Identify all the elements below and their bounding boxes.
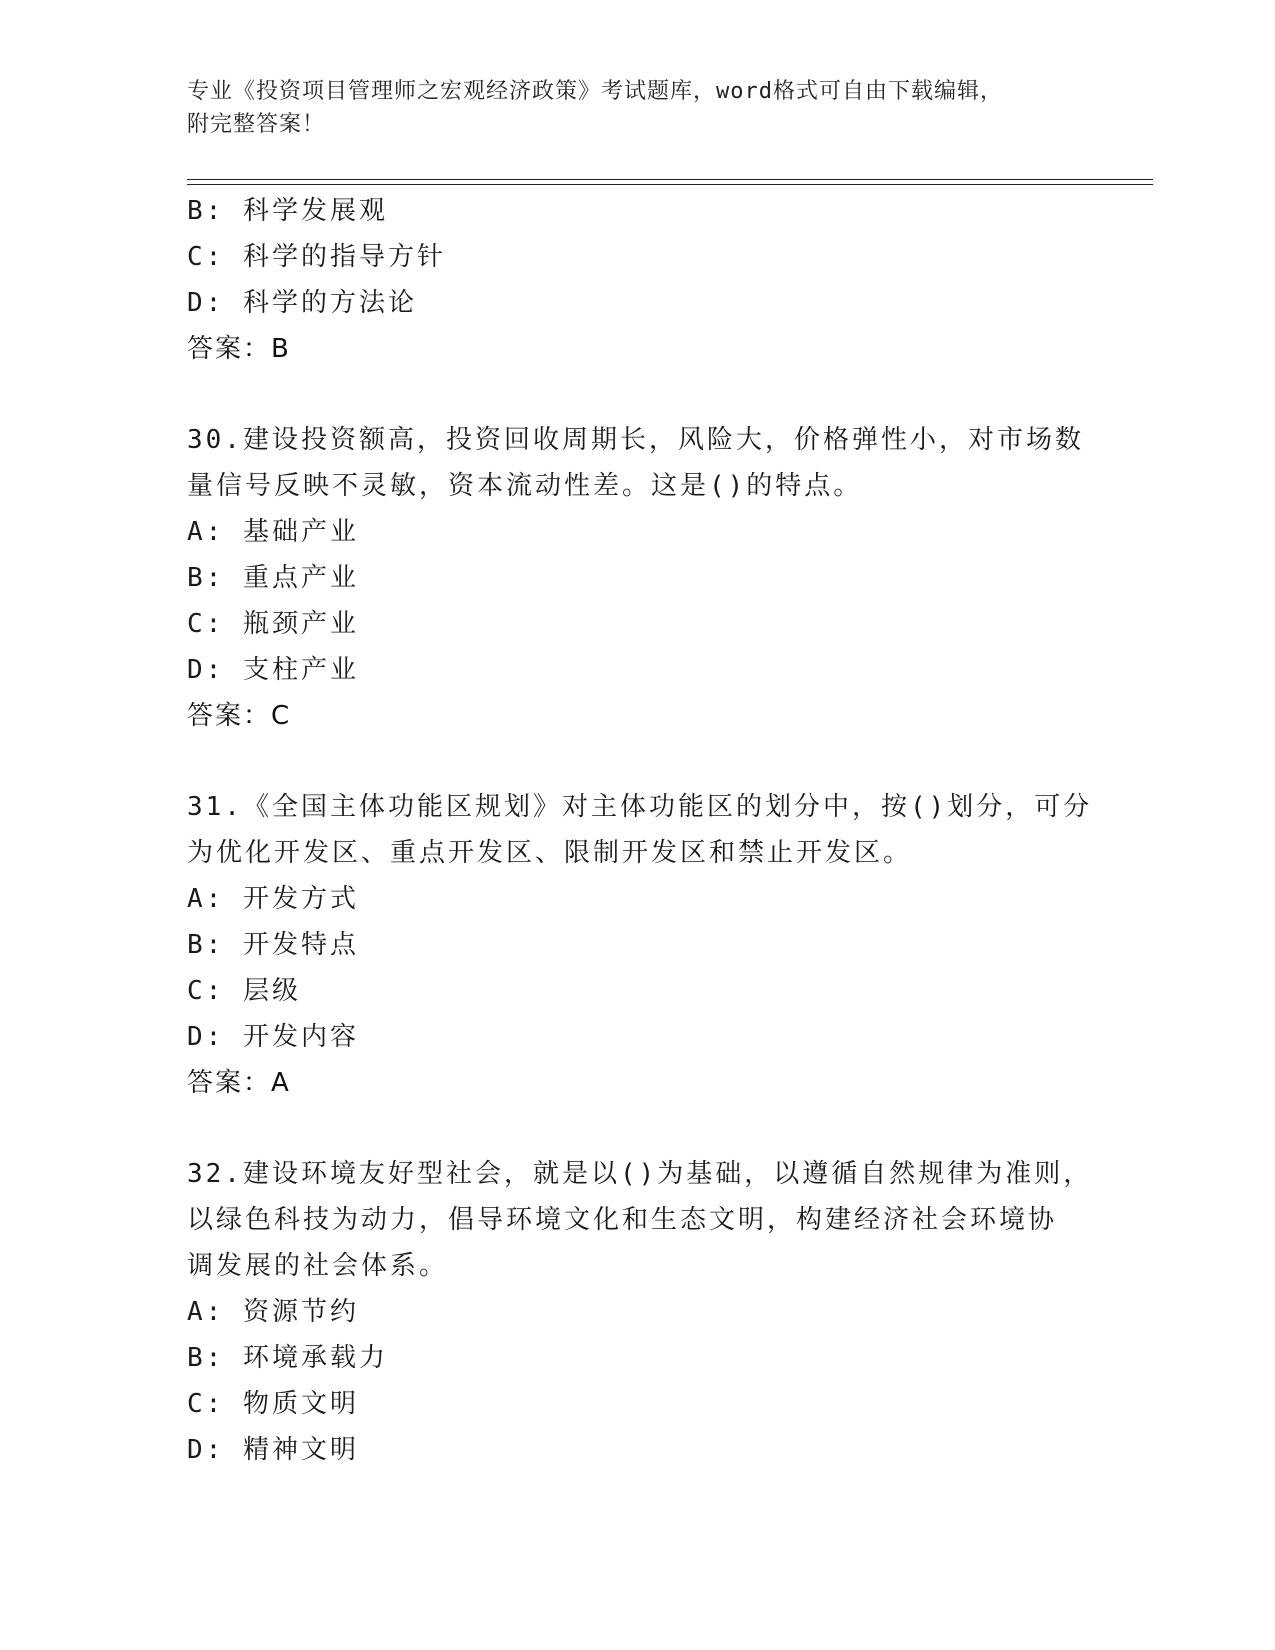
option-c: C: 层级	[187, 976, 301, 1006]
option-d: D: 科学的方法论	[187, 288, 417, 318]
option-d: D: 精神文明	[187, 1435, 359, 1465]
option-a: A: 资源节约	[187, 1297, 359, 1327]
question-stem-line: 30.建设投资额高，投资回收周期长，风险大，价格弹性小，对市场数	[187, 425, 1084, 455]
question-stem-line: 31.《全国主体功能区规划》对主体功能区的划分中，按()划分，可分	[187, 792, 1093, 822]
document-header	[187, 75, 1087, 141]
answer-line: 答案：C	[187, 701, 292, 731]
header-divider-bottom	[187, 184, 1153, 185]
question-31	[187, 784, 1093, 1106]
answer-line: 答案：B	[187, 334, 291, 364]
option-b: B: 开发特点	[187, 930, 359, 960]
question-30	[187, 417, 1087, 739]
option-d: D: 支柱产业	[187, 655, 359, 685]
question-32	[187, 1151, 1093, 1473]
question-stem-line: 32.建设环境友好型社会，就是以()为基础，以遵循自然规律为准则，	[187, 1159, 1093, 1189]
option-c: C: 科学的指导方针	[187, 242, 446, 272]
question-stem-line: 量信号反映不灵敏，资本流动性差。这是()的特点。	[187, 471, 863, 501]
option-a: A: 基础产业	[187, 517, 359, 547]
question-stem-line: 为优化开发区、重点开发区、限制开发区和禁止开发区。	[187, 838, 913, 868]
option-c: C: 瓶颈产业	[187, 609, 359, 639]
option-a: A: 开发方式	[187, 884, 359, 914]
option-b: B: 环境承载力	[187, 1343, 388, 1373]
option-b: B: 重点产业	[187, 563, 359, 593]
answer-line: 答案：A	[187, 1068, 291, 1098]
question-stem-line: 调发展的社会体系。	[187, 1251, 449, 1281]
document-body	[187, 188, 1093, 1473]
option-d: D: 开发内容	[187, 1022, 359, 1052]
header-line-2: 附完整答案！	[187, 112, 326, 137]
option-b: B: 科学发展观	[187, 196, 388, 226]
question-stem-line: 以绿色科技为动力，倡导环境文化和生态文明，构建经济社会环境协	[187, 1205, 1058, 1235]
carryover-block	[187, 188, 1087, 372]
header-divider-top	[187, 179, 1153, 180]
header-line-1: 专业《投资项目管理师之宏观经济政策》考试题库，word格式可自由下载编辑，	[187, 79, 1003, 104]
option-c: C: 物质文明	[187, 1389, 359, 1419]
